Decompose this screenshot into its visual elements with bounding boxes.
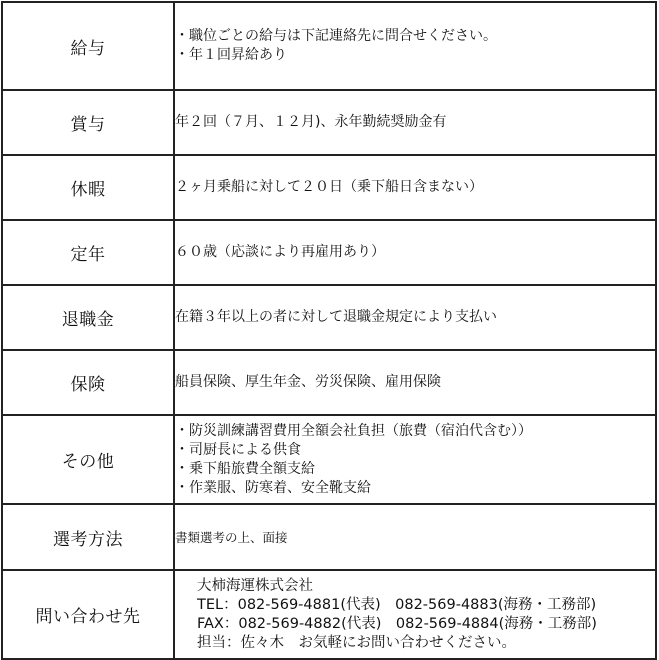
row-insurance [2, 350, 656, 415]
retirement-age-label: 定年 [2, 220, 174, 285]
contact-value [174, 570, 656, 659]
salary-value [174, 2, 656, 90]
employment-conditions-table [1, 1, 657, 660]
row-other [2, 415, 656, 504]
severance-line-1: 在籍３年以上の者に対して退職金規定により支払い [175, 309, 497, 325]
other-line-3: ・乗下船旅費全額支給 [175, 460, 315, 477]
salary-line-2: ・年１回昇給あり [175, 47, 287, 63]
other-line-4: ・作業服、防寒着、安全靴支給 [175, 479, 371, 496]
salary-line-1: ・職位ごとの給与は下記連絡先に問合せください。 [175, 28, 497, 44]
row-holidays [2, 155, 656, 220]
severance-label: 退職金 [2, 285, 174, 350]
severance-value [174, 285, 656, 350]
selection-label: 選考方法 [2, 504, 174, 570]
retirement-age-value [174, 220, 656, 285]
selection-value [174, 504, 656, 570]
insurance-label: 保険 [2, 350, 174, 415]
bonus-value [174, 90, 656, 155]
insurance-value [174, 350, 656, 415]
row-selection [2, 504, 656, 570]
contact-person: 担当：佐々木 お気軽にお問い合わせください。 [197, 634, 516, 651]
retirement-age-line-1: ６０歳（応談により再雇用あり） [175, 244, 385, 260]
holidays-label: 休暇 [2, 155, 174, 220]
other-line-1: ・防災訓練講習費用全額会社負担（旅費（宿泊代含む）） [175, 422, 532, 439]
contact-tel: TEL：082-569-4881(代表) 082-569-4883(海務・工務部) [197, 596, 597, 613]
salary-label: 給与 [2, 2, 174, 90]
selection-line-1: 書類選考の上、面接 [175, 529, 288, 545]
row-contact [2, 570, 656, 659]
contact-label: 問い合わせ先 [2, 570, 174, 659]
other-value [174, 415, 656, 504]
bonus-line-1: 年２回（７月、１２月)、永年勤続奨励金有 [175, 114, 447, 130]
row-bonus [2, 90, 656, 155]
row-retirement-age [2, 220, 656, 285]
holidays-value [174, 155, 656, 220]
company-name: 大柿海運株式会社 [197, 577, 313, 594]
row-severance [2, 285, 656, 350]
holidays-line-1: ２ヶ月乗船に対して２０日（乗下船日含まない） [175, 179, 483, 195]
contact-fax: FAX：082-569-4882(代表) 082-569-4884(海務・工務部) [197, 615, 597, 632]
bonus-label: 賞与 [2, 90, 174, 155]
other-label: その他 [2, 415, 174, 504]
insurance-line-1: 船員保険、厚生年金、労災保険、雇用保険 [175, 374, 441, 390]
row-salary [2, 2, 656, 90]
other-line-2: ・司厨長による供食 [175, 441, 301, 458]
